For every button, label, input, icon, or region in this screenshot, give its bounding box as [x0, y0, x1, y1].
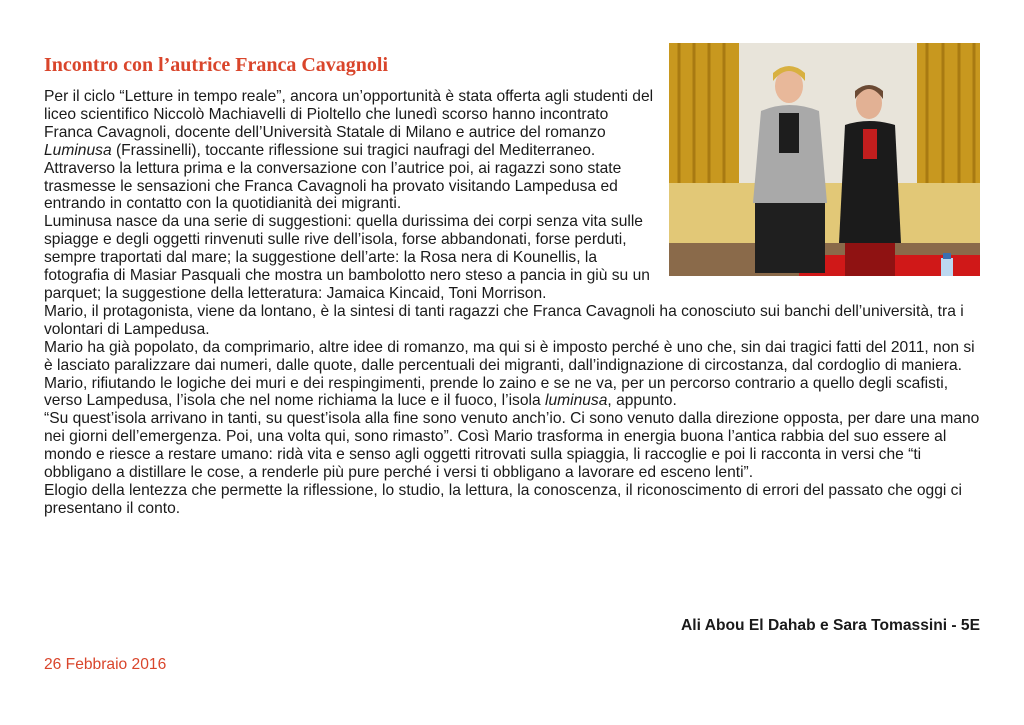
- article-paragraph: [44, 410, 984, 482]
- article-body: [44, 88, 984, 518]
- paragraph-text: (Frassinelli), toccante riflessione sui tragici naufragi del Mediterraneo.: [111, 141, 596, 159]
- paragraph-text: , appunto.: [607, 392, 677, 410]
- article-title: Incontro con l’autrice Franca Cavagnoli: [44, 54, 389, 76]
- article-paragraph: [44, 375, 984, 411]
- paragraph-text: “Su quest’isola arrivano in tanti, su quest’isola alla fine sono venuto anch’io. Ci sono venuto dalla direzione opposta, per dare una mano nei giorni dell’emergenza. Poi, una volta qui, sono rimasto”. Così Mario trasforma in energia buona l’antica rabbia del suo essere al mondo e riesce a restare umano: ridà vita e senso agli oggetti ritrovati sulla spiaggia, li raccoglie e poi li racconta in versi che “ti obbligano a distillare le cose, a renderle più pure perché i versi ti obbligano a lavorare ed esceno lenti”.: [44, 410, 980, 482]
- article-signature: Ali Abou El Dahab e Sara Tomassini - 5E: [681, 617, 980, 634]
- article-paragraph: [44, 303, 984, 339]
- photo-spacer: [656, 88, 984, 281]
- paragraph-text: Per il ciclo “Letture in tempo reale”, ancora un’opportunità è stata offerta agli studenti del liceo scientifico Niccolò Machiavelli di Pioltello che lunedì scorso hanno incontrato Franca Cavagnoli, docente dell’Università Statale di Milano e autrice del romanzo: [44, 88, 654, 141]
- article-paragraph: [44, 339, 984, 375]
- paragraph-text: Mario, rifiutando le logiche dei muri e dei respingimenti, prende lo zaino e se ne va, per un percorso contrario a quello degli scafisti, verso Lampedusa, l’isola che nel nome richiama la luce e il fuoco, l’isola: [44, 374, 949, 410]
- paragraph-text: Attraverso la lettura prima e la conversazione con l’autrice poi, ai ragazzi sono state trasmesse le sensazioni che Franca Cavagnoli ha provato visitando Lampedusa ed entrando in contatto con la quotidianità dei migranti.: [44, 159, 622, 213]
- paragraph-italic-text: Luminusa: [44, 141, 112, 159]
- article-date: 26 Febbraio 2016: [44, 656, 167, 673]
- paragraph-text: Mario, il protagonista, viene da lontano, è la sintesi di tanti ragazzi che Franca Cavagnoli ha conosciuto sui banchi dell’università, tra i volontari di Lampedusa.: [44, 302, 964, 338]
- paragraph-text: Elogio della lentezza che permette la riflessione, lo studio, la lettura, la conoscenza, il riconoscimento di errori del passato che oggi ci presentano il conto.: [44, 481, 962, 517]
- paragraph-text: Mario ha già popolato, da comprimario, altre idee di romanzo, ma qui si è imposto perché è uno che, sin dai tragici fatti del 2011, non si è lasciato paralizzare dai numeri, dalle quote, dalle percentuali dei migranti, dall’indignazione di circostanza, dal cordoglio di maniera.: [44, 338, 975, 374]
- paragraph-text: Luminusa nasce da una serie di suggestioni: quella durissima dei corpi senza vita sulle spiagge e degli oggetti rinvenuti sulle rive dell’isola, forse abbandonati, forse perduti, sempre traportati dal mare; la suggestione dell’arte: la Rosa nera di Kounellis, la fotografia di Masiar Pasquali che mostra un bambolotto nero steso a pancia in giù su un parquet; la suggestione della letteratura: Jamaica Kincaid, Toni Morrison.: [44, 213, 650, 302]
- article-paragraph: [44, 482, 984, 518]
- paragraph-italic-text: luminusa: [545, 392, 608, 410]
